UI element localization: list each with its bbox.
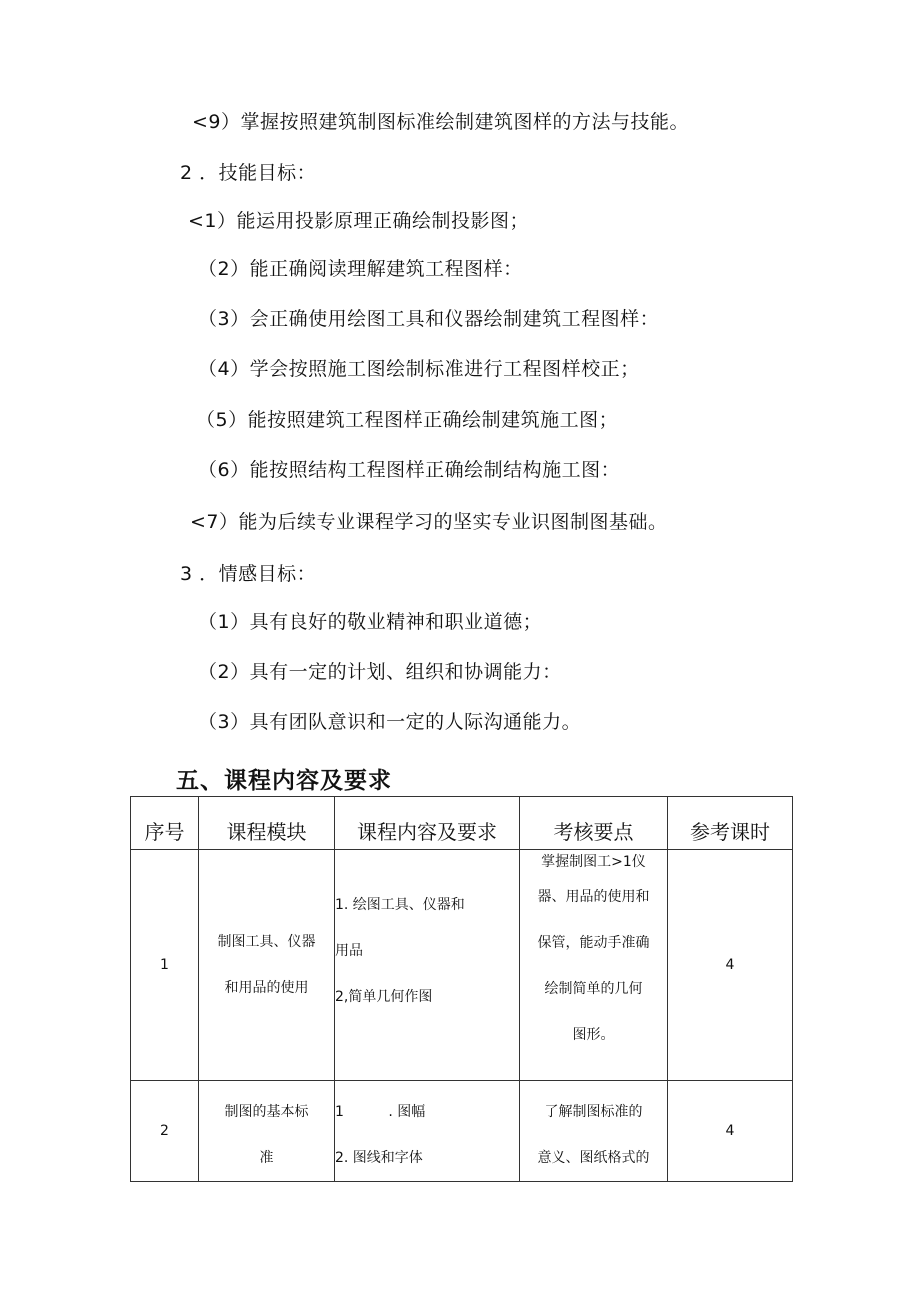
header-cell: 序号 bbox=[131, 797, 199, 850]
module-cell: 制图工具、仪器 和用品的使用 bbox=[199, 850, 335, 1081]
paragraph-skill-3: （3）会正确使用绘图工具和仪器绘制建筑工程图样： bbox=[198, 308, 660, 330]
course-content-table bbox=[130, 796, 793, 1182]
content-cell: 1 . 图幅 2. 图线和字体 bbox=[335, 1081, 520, 1182]
row-number-cell: 1 bbox=[131, 850, 199, 1081]
section-title: 五、课程内容及要求 bbox=[176, 768, 392, 794]
header-cell: 考核要点 bbox=[520, 797, 668, 850]
table-header-row bbox=[131, 797, 793, 850]
paragraph-skill-1: <1）能运用投影原理正确绘制投影图； bbox=[188, 210, 530, 232]
paragraph-skill-heading: 2 ．技能目标： bbox=[180, 162, 317, 184]
hours-cell: 4 bbox=[668, 1081, 793, 1182]
paragraph-emotion-3: （3）具有团队意识和一定的人际沟通能力。 bbox=[198, 711, 582, 733]
content-cell: 1. 绘图工具、仪器和 用品 2,简单几何作图 bbox=[335, 850, 520, 1081]
table-row bbox=[131, 850, 793, 1081]
paragraph-skill-7: <7）能为后续专业课程学习的坚实专业识图制图基础。 bbox=[190, 511, 668, 533]
table-row bbox=[131, 1081, 793, 1182]
paragraph-knowledge-9: <9）掌握按照建筑制图标准绘制建筑图样的方法与技能。 bbox=[192, 111, 690, 133]
assessment-cell: 掌握制图工>1仪 器、用品的使用和 保管，能动手准确 绘制简单的几何 图形。 bbox=[520, 850, 668, 1081]
paragraph-skill-2: （2）能正确阅读理解建筑工程图样： bbox=[198, 258, 523, 280]
paragraph-skill-6: （6）能按照结构工程图样正确绘制结构施工图： bbox=[198, 459, 621, 481]
assessment-cell: 了解制图标准的 意义、图纸格式的 bbox=[520, 1081, 668, 1182]
row-number-cell: 2 bbox=[131, 1081, 199, 1182]
module-cell: 制图的基本标 准 bbox=[199, 1081, 335, 1182]
paragraph-emotion-1: （1）具有良好的敬业精神和职业道德； bbox=[198, 611, 543, 633]
paragraph-emotion-2: （2）具有一定的计划、组织和协调能力： bbox=[198, 661, 562, 683]
header-cell: 课程模块 bbox=[199, 797, 335, 850]
paragraph-skill-4: （4）学会按照施工图绘制标准进行工程图样校正； bbox=[198, 358, 640, 380]
paragraph-skill-5: （5）能按照建筑工程图样正确绘制建筑施工图； bbox=[196, 409, 619, 431]
paragraph-emotion-heading: 3 ．情感目标： bbox=[180, 563, 317, 585]
hours-cell: 4 bbox=[668, 850, 793, 1081]
header-cell: 课程内容及要求 bbox=[335, 797, 520, 850]
header-cell: 参考课时 bbox=[668, 797, 793, 850]
